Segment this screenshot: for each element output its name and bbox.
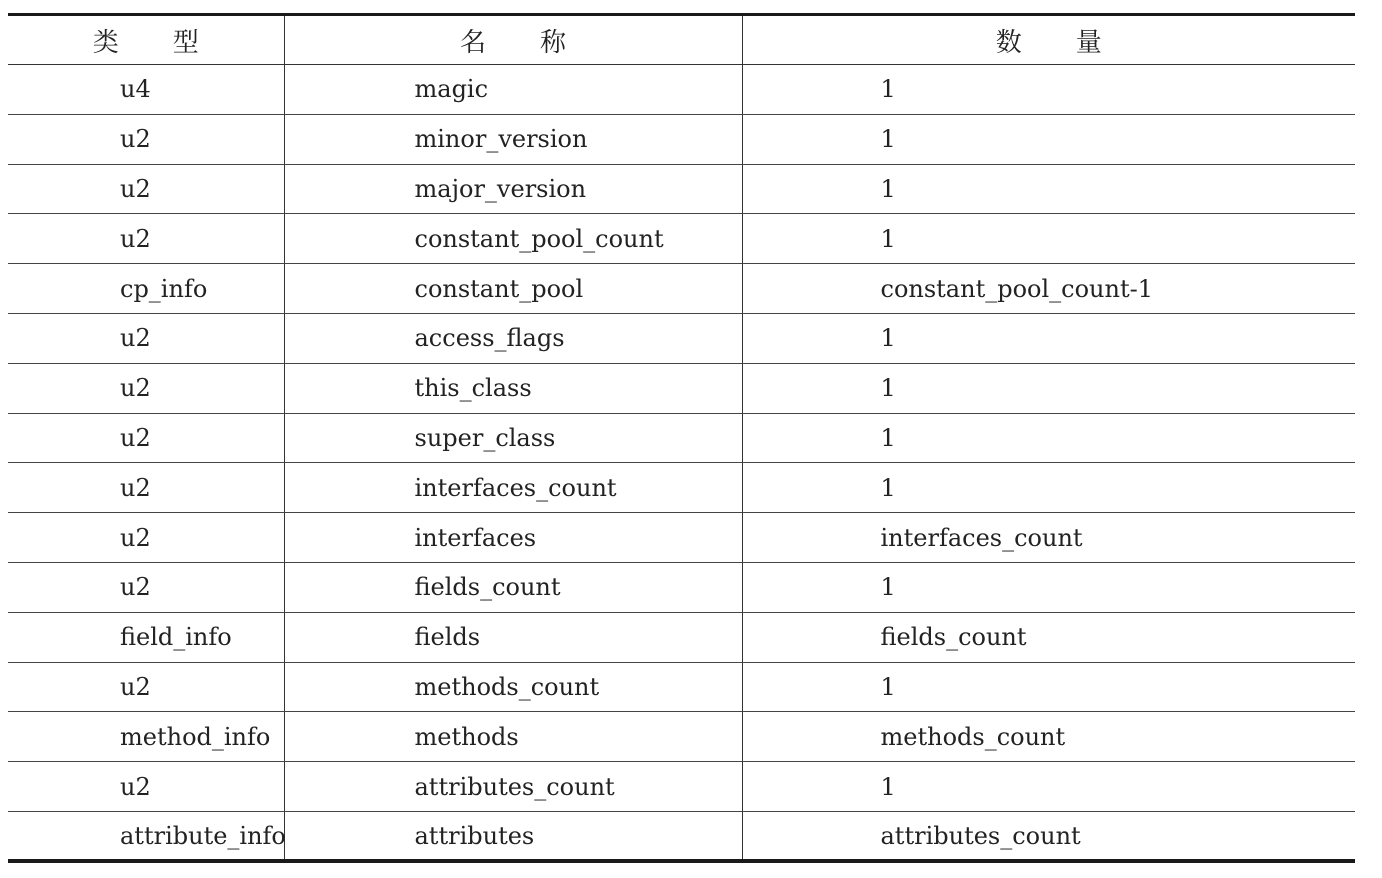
table-row [8,65,1355,115]
table-body [8,65,1355,862]
cell-quantity: attributes_count [742,811,1355,861]
table-row [8,164,1355,214]
table-row [8,413,1355,463]
cell-type: u2 [8,762,284,812]
header-name-char-2: 称 [540,27,567,58]
cell-quantity: fields_count [742,612,1355,662]
header-row [8,15,1355,65]
cell-type: attribute_info [8,811,284,861]
cell-name: attributes_count [284,762,742,812]
cell-name: minor_version [284,114,742,164]
cell-name: methods_count [284,662,742,712]
table-row [8,612,1355,662]
cell-quantity: 1 [742,363,1355,413]
table-row [8,214,1355,264]
cell-type: u2 [8,562,284,612]
header-quantity-char-2: 量 [1075,27,1102,58]
cell-type: method_info [8,712,284,762]
cell-name: constant_pool_count [284,214,742,264]
cell-name: fields [284,612,742,662]
table-header [8,15,1355,65]
header-type-char-2: 型 [172,27,199,58]
cell-quantity: interfaces_count [742,513,1355,563]
cell-type: u2 [8,313,284,363]
table-row [8,114,1355,164]
cell-type: u2 [8,413,284,463]
table-row [8,811,1355,861]
header-type-char-1: 类 [92,27,119,58]
cell-name: fields_count [284,562,742,612]
cell-type: u2 [8,513,284,563]
cell-name: magic [284,65,742,115]
table-row [8,712,1355,762]
table-row [8,513,1355,563]
table-row [8,313,1355,363]
cell-quantity: methods_count [742,712,1355,762]
table-row [8,762,1355,812]
cell-name: super_class [284,413,742,463]
table-row [8,363,1355,413]
header-type [8,15,284,65]
cell-name: methods [284,712,742,762]
class-file-structure-table [8,13,1355,863]
cell-type: u2 [8,463,284,513]
class-file-structure-table-container [8,13,1355,863]
table-row [8,562,1355,612]
cell-quantity: 1 [742,413,1355,463]
cell-quantity: 1 [742,114,1355,164]
cell-name: interfaces_count [284,463,742,513]
cell-type: u2 [8,662,284,712]
cell-quantity: constant_pool_count-1 [742,264,1355,314]
cell-quantity: 1 [742,65,1355,115]
header-name [284,15,742,65]
cell-type: cp_info [8,264,284,314]
cell-name: constant_pool [284,264,742,314]
table-row [8,264,1355,314]
header-quantity [742,15,1355,65]
cell-quantity: 1 [742,762,1355,812]
cell-type: u2 [8,114,284,164]
cell-quantity: 1 [742,214,1355,264]
table-row [8,463,1355,513]
header-name-char-1: 名 [459,27,486,58]
cell-quantity: 1 [742,562,1355,612]
cell-quantity: 1 [742,662,1355,712]
cell-name: access_flags [284,313,742,363]
cell-type: u4 [8,65,284,115]
cell-name: attributes [284,811,742,861]
cell-type: u2 [8,363,284,413]
cell-quantity: 1 [742,463,1355,513]
cell-name: interfaces [284,513,742,563]
table-row [8,662,1355,712]
cell-type: u2 [8,214,284,264]
cell-type: u2 [8,164,284,214]
cell-name: this_class [284,363,742,413]
cell-quantity: 1 [742,313,1355,363]
cell-name: major_version [284,164,742,214]
header-quantity-char-1: 数 [995,27,1022,58]
cell-type: field_info [8,612,284,662]
cell-quantity: 1 [742,164,1355,214]
